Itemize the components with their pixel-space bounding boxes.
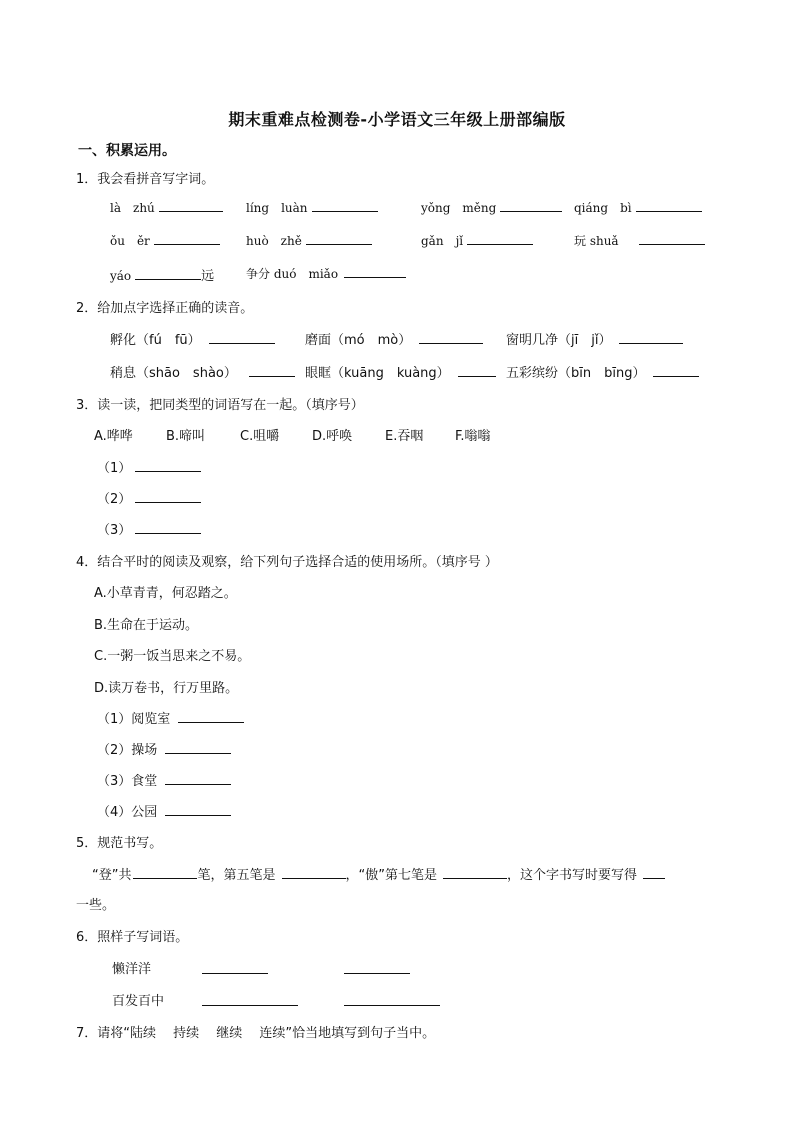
q2-item: 磨面（mó mò） — [305, 329, 483, 348]
answer-blank[interactable] — [159, 210, 223, 212]
answer-blank[interactable] — [419, 342, 483, 344]
question-7-stem: 7．请将“陆续 持续 继续 连续”恰当地填写到句子当中。 — [76, 1026, 436, 1041]
q2-item: 稍息（shāo shào） — [110, 362, 295, 381]
q2-item: 窗明几净（jī jǐ） — [506, 329, 683, 348]
q3-option: E.吞咽 — [385, 429, 424, 444]
q1-item: 争分 duó miǎo — [246, 265, 406, 282]
q4-option: C.一粥一饭当思来之不易。 — [94, 649, 251, 664]
answer-blank[interactable] — [344, 1004, 440, 1006]
q2-item: 孵化（fú fū） — [110, 329, 275, 348]
answer-blank[interactable] — [306, 243, 372, 245]
section-heading: 一、积累运用。 — [78, 143, 176, 159]
answer-blank[interactable] — [135, 501, 201, 503]
answer-blank[interactable] — [443, 877, 507, 879]
q4-place: （3）食堂 — [97, 770, 231, 789]
q6-example: 懒洋洋 — [112, 962, 152, 977]
answer-blank[interactable] — [344, 276, 406, 278]
answer-blank[interactable] — [202, 972, 268, 974]
q3-option: B.啼叫 — [166, 429, 206, 444]
question-1-stem: 1．我会看拼音写字词。 — [76, 172, 215, 187]
q3-option: C.咀嚼 — [240, 429, 280, 444]
answer-blank[interactable] — [165, 752, 231, 754]
q3-slot: （2） — [97, 488, 201, 507]
answer-blank[interactable] — [249, 375, 295, 377]
answer-blank[interactable] — [165, 814, 231, 816]
q1-item: yáo 远 — [110, 269, 215, 284]
answer-blank[interactable] — [154, 243, 220, 245]
q3-option: A.哗哗 — [94, 429, 133, 444]
q4-place: （2）操场 — [97, 739, 231, 758]
answer-blank[interactable] — [500, 210, 562, 212]
q4-option: A.小草青青，何忍踏之。 — [94, 586, 237, 601]
q1-item: qiáng bì — [574, 199, 702, 216]
q4-place: （4）公园 — [97, 801, 231, 820]
answer-blank[interactable] — [467, 243, 533, 245]
q3-slot: （1） — [97, 457, 201, 476]
q5-line: “登”共 笔，第五笔是 ，“傲”第七笔是 ，这个字书写时要写得 — [92, 864, 665, 883]
answer-blank[interactable] — [619, 342, 683, 344]
q1-item: líng luàn — [246, 199, 378, 216]
question-4-stem: 4．结合平时的阅读及观察，给下列句子选择合适的使用场所。（填序号 ） — [76, 555, 498, 570]
answer-blank[interactable] — [135, 532, 201, 534]
answer-blank[interactable] — [653, 375, 699, 377]
answer-blank[interactable] — [209, 342, 275, 344]
answer-blank[interactable] — [643, 877, 665, 879]
question-2-stem: 2．给加点字选择正确的读音。 — [76, 301, 254, 316]
answer-blank[interactable] — [312, 210, 378, 212]
q1-item: gǎn jǐ — [421, 232, 533, 249]
question-6-stem: 6．照样子写词语。 — [76, 930, 189, 945]
q1-item: huò zhě — [246, 232, 372, 249]
q4-option: D.读万卷书，行万里路。 — [94, 681, 239, 696]
answer-blank[interactable] — [282, 877, 346, 879]
answer-blank[interactable] — [133, 877, 197, 879]
answer-blank[interactable] — [344, 972, 410, 974]
answer-blank[interactable] — [636, 210, 702, 212]
answer-blank[interactable] — [165, 783, 231, 785]
page-title: 期末重难点检测卷-小学语文三年级上册部编版 — [228, 110, 566, 129]
question-5-stem: 5．规范书写。 — [76, 836, 163, 851]
question-3-stem: 3．读一读，把同类型的词语写在一起。（填序号） — [76, 398, 364, 413]
q1-item: 玩 shuǎ — [574, 232, 705, 249]
q1-item: yǒng měng — [421, 199, 562, 216]
q1-item: ǒu ěr — [110, 232, 220, 249]
q1-item: là zhú — [110, 199, 223, 216]
answer-blank[interactable] — [458, 375, 496, 377]
answer-blank[interactable] — [202, 1004, 298, 1006]
answer-blank[interactable] — [135, 470, 201, 472]
answer-blank[interactable] — [135, 278, 201, 280]
answer-blank[interactable] — [639, 243, 705, 245]
q5-line-end: 一些。 — [76, 898, 116, 913]
q2-item: 眼眶（kuāng kuàng） — [305, 362, 496, 381]
q3-option: F.嗡嗡 — [455, 429, 491, 444]
q2-item: 五彩缤纷（bīn bīng） — [506, 362, 699, 381]
answer-blank[interactable] — [178, 721, 244, 723]
q6-example: 百发百中 — [112, 994, 165, 1009]
q3-option: D.呼唤 — [312, 429, 353, 444]
q4-option: B.生命在于运动。 — [94, 618, 199, 633]
q3-slot: （3） — [97, 519, 201, 538]
q4-place: （1）阅览室 — [97, 708, 244, 727]
